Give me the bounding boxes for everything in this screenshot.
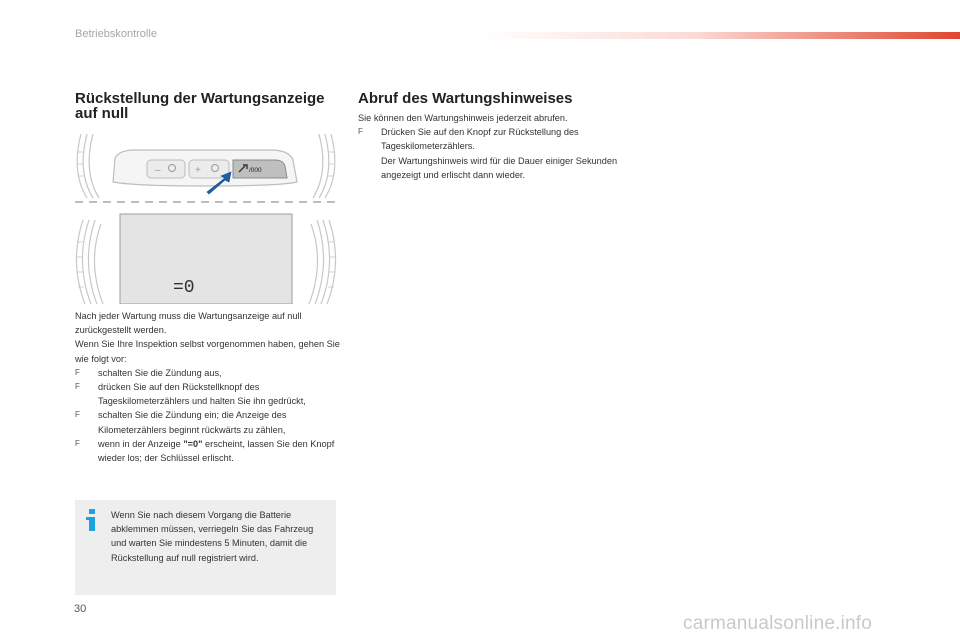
- instrument-cluster-illustration: [75, 132, 337, 304]
- list-item: F Drücken Sie auf den Knopf zur Rückstellung des Tageskilometerzählers. Der Wartungshinweis wird für die Dauer einiger Sekunden angezeigt und erlischt dann wieder.: [358, 125, 628, 182]
- reset-button-label: /000: [249, 167, 262, 174]
- list-item: F wenn in der Anzeige "=0" erscheint, lassen Sie den Knopf wieder los; der Schlüssel erlischt.: [75, 437, 343, 465]
- intro-paragraph: Wenn Sie Ihre Inspektion selbst vorgenommen haben, gehen Sie wie folgt vor:: [75, 339, 340, 364]
- section-label: Betriebskontrolle: [75, 28, 157, 40]
- intro-paragraph: Nach jeder Wartung muss die Wartungsanzeige auf null zurückgestellt werden.: [75, 311, 302, 336]
- header-accent-bar: [480, 32, 960, 39]
- display-reading: =0: [173, 278, 195, 298]
- intro-paragraph: Sie können den Wartungshinweis jederzeit abrufen.: [358, 113, 568, 123]
- note-text: Wenn Sie nach diesem Vorgang die Batterie abklemmen müssen, verriegeln Sie das Fahrzeug und warten Sie mindestens 5 Minuten, damit die Rückstellung auf null registriert wird.: [111, 510, 314, 563]
- page-number: 30: [74, 603, 87, 615]
- watermark: carmanualsonline.info: [683, 613, 873, 634]
- bullet-icon: F: [75, 382, 80, 392]
- cluster-drawing: [75, 132, 337, 304]
- left-body-text: [75, 309, 343, 465]
- right-section-title: Abruf des Wartungshinweises: [358, 90, 573, 107]
- right-body-text: [358, 111, 628, 182]
- list-item: F schalten Sie die Zündung aus,: [75, 366, 343, 380]
- plus-button-label: +: [195, 165, 201, 176]
- info-icon: [85, 508, 99, 532]
- info-note: [75, 500, 336, 595]
- left-section-title: Rückstellung der Wartungsanzeige auf null: [75, 90, 325, 122]
- list-item: F schalten Sie die Zündung ein; die Anzeige des Kilometerzählers beginnt rückwärts zu zählen,: [75, 408, 343, 436]
- bullet-icon: F: [75, 410, 80, 420]
- display-value-highlight: "=0": [183, 438, 203, 449]
- bullet-icon: F: [75, 367, 80, 377]
- minus-button-label: –: [155, 165, 161, 176]
- bullet-icon: F: [75, 438, 80, 448]
- list-item: F drücken Sie auf den Rückstellknopf des Tageskilometerzählers und halten Sie ihn gedrückt,: [75, 380, 343, 408]
- bullet-icon: F: [358, 127, 363, 137]
